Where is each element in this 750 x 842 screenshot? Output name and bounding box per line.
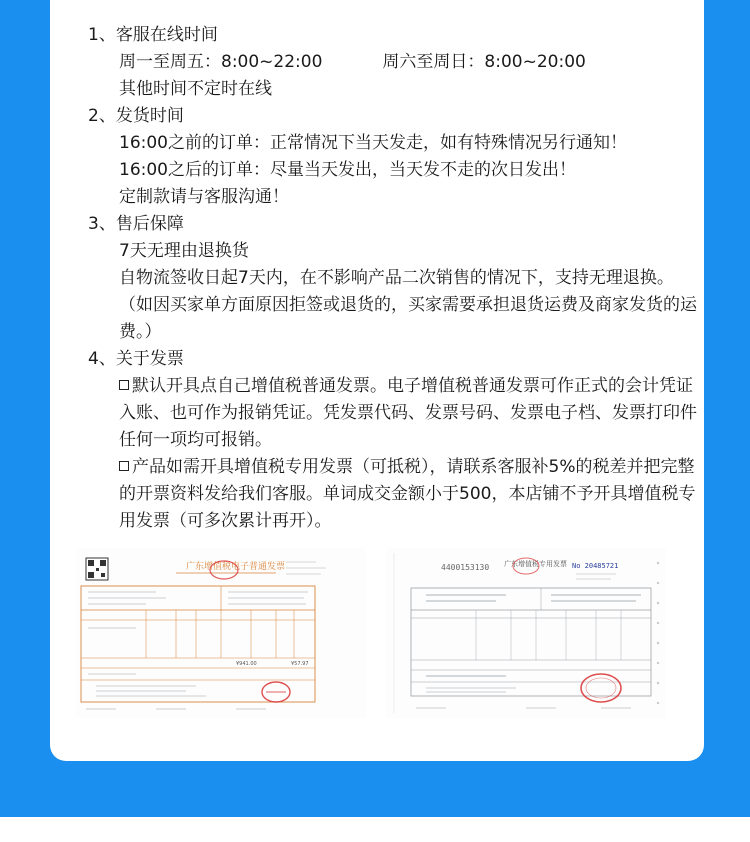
other-hours: 其他时间不定时在线 bbox=[119, 79, 272, 99]
section-heading: 4、关于发票 bbox=[88, 349, 184, 369]
section-heading: 2、发货时间 bbox=[88, 106, 184, 126]
invoice-left-title: 广东增值税电子普通发票 bbox=[186, 562, 286, 572]
invoice-right-code: 4400153130 bbox=[441, 563, 490, 572]
weekend-hours: 周六至周日：8:00~20:00 bbox=[382, 52, 586, 72]
return-policy-title: 7天无理由退换货 bbox=[119, 241, 249, 261]
info-content bbox=[88, 22, 698, 535]
invoice-sample-special bbox=[386, 548, 666, 718]
invoice-samples bbox=[76, 548, 666, 718]
section-heading: 1、客服在线时间 bbox=[88, 25, 218, 45]
service-hours-line bbox=[119, 49, 698, 76]
invoice-left-amount2: ¥57.97 bbox=[291, 661, 309, 667]
custom-order-note: 定制款请与客服沟通！ bbox=[119, 187, 289, 207]
return-policy-text: 自物流签收日起7天内，在不影响产品二次销售的情况下，支持无理退换。（如因买家单方面原因拒签或退货的，买家需要承担退货运费及商家发货的运费。） bbox=[119, 268, 697, 342]
shipping-after-16: 16:00之后的订单：尽量当天发出，当天发不走的次日发出！ bbox=[119, 160, 576, 180]
checkbox-square-icon bbox=[119, 380, 129, 390]
invoice-left-amount1: ¥941.00 bbox=[236, 661, 257, 667]
invoice-special-text bbox=[119, 454, 698, 535]
qr-code-icon bbox=[86, 558, 108, 580]
invoice-normal-label: 默认开具点自己增值税普通发票。电子增值税普通发票可作正式的会计凭证入账、也可作为报销凭证。凭发票代码、发票号码、发票电子档、发票打印件任何一项均可报销。 bbox=[119, 376, 697, 450]
shipping-before-16: 16:00之前的订单：正常情况下当天发走，如有特殊情况另行通知！ bbox=[119, 133, 627, 153]
weekday-hours: 周一至周五：8:00~22:00 bbox=[119, 52, 323, 72]
section-heading: 3、售后保障 bbox=[88, 214, 184, 234]
invoice-normal-text bbox=[119, 373, 698, 454]
invoice-right-title: 广东增值税专用发票 bbox=[504, 560, 567, 568]
checkbox-square-icon bbox=[119, 461, 129, 471]
invoice-right-number: No 20485721 bbox=[572, 562, 619, 570]
invoice-sample-electronic bbox=[76, 548, 366, 718]
invoice-special-label: 产品如需开具增值税专用发票（可抵税），请联系客服补5%的税差并把完整的开票资料发给我们客服。单词成交金额小于500，本店铺不予开具增值税专用发票（可多次累计再开）。 bbox=[119, 457, 696, 531]
